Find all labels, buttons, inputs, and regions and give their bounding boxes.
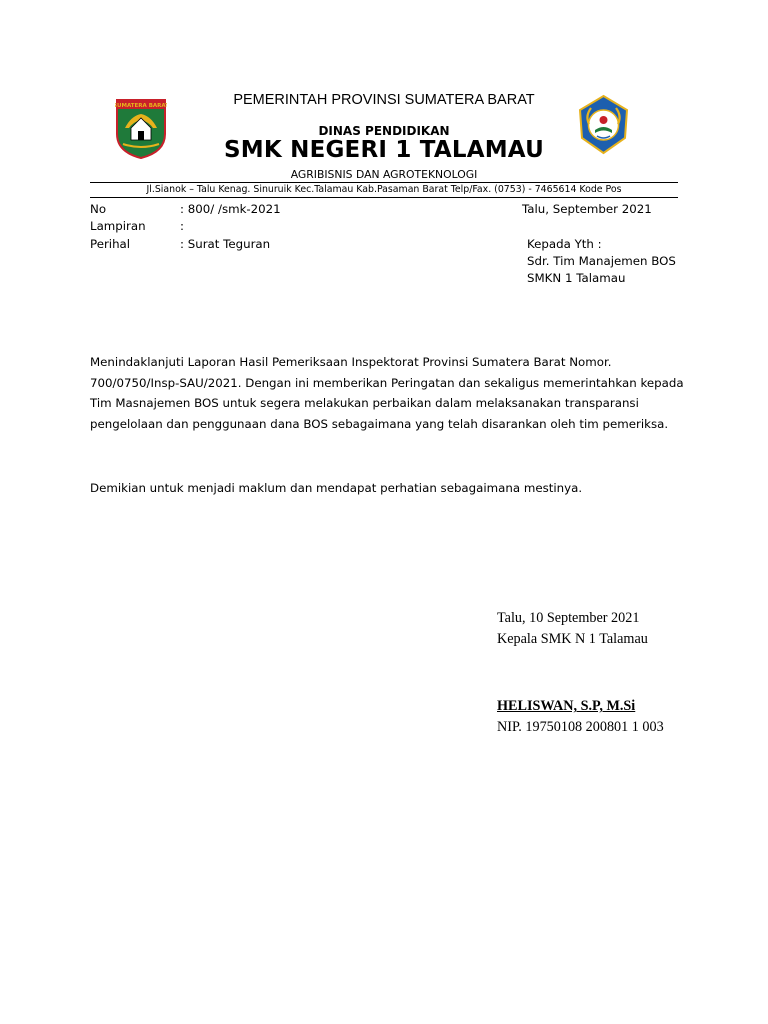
reference-no-label: No <box>90 202 107 216</box>
letterhead-bottom-rule <box>90 197 678 198</box>
reference-lampiran-label: Lampiran <box>90 219 146 233</box>
letterhead-top-rule <box>90 182 678 183</box>
signature-name: HELISWAN, S.P, M.Si <box>497 698 636 714</box>
body-line: 700/0750/Insp-SAU/2021. Dengan ini memberikan Peringatan dan sekaligus memerintahkan kepada <box>90 375 684 390</box>
letter-place-date: Talu, September 2021 <box>522 202 652 216</box>
signature-position: Kepala SMK N 1 Talamau <box>497 631 648 647</box>
reference-perihal-label: Perihal <box>90 237 131 251</box>
body-line: Tim Masnajemen BOS untuk segera melakukan perbaikan dalam melaksanakan transparansi <box>90 396 639 410</box>
letterhead-school-name: SMK NEGERI 1 TALAMAU <box>224 137 544 163</box>
body-line: pengelolaan dan penggunaan dana BOS sebagaimana yang telah disarankan oleh tim pemeriksa. <box>90 416 669 431</box>
letterhead-address: Jl.Sianok – Talu Kenag. Sinuruik Kec.Talamau Kab.Pasaman Barat Telp/Fax. (0753) - 7465614 Kode Pos <box>146 184 622 195</box>
recipient-salutation: Kepada Yth : <box>527 237 602 251</box>
signature-nip: NIP. 19750108 200801 1 003 <box>497 719 664 735</box>
recipient-name: Sdr. Tim Manajemen BOS <box>527 254 676 268</box>
reference-lampiran-value: : <box>180 219 184 233</box>
body-paragraph-2: Demikian untuk menjadi maklum dan mendapat perhatian sebagaimana mestinya. <box>90 481 583 495</box>
province-logo-text: SUMATERA BARAT <box>115 103 167 109</box>
body-paragraph-1 <box>90 352 684 434</box>
recipient-institution: SMKN 1 Talamau <box>527 271 626 285</box>
reference-perihal-value: : Surat Teguran <box>180 237 271 251</box>
letterhead-government: PEMERINTAH PROVINSI SUMATERA BARAT <box>233 92 535 108</box>
body-line: Menindaklanjuti Laporan Hasil Pemeriksaan Inspektorat Provinsi Sumatera Barat Nomor. <box>90 355 612 369</box>
letterhead-department: AGRIBISNIS DAN AGROTEKNOLOGI <box>290 168 478 181</box>
reference-no-value: : 800/ /smk-2021 <box>180 202 281 216</box>
letterhead-agency: DINAS PENDIDIKAN <box>318 124 450 138</box>
signature-place-date: Talu, 10 September 2021 <box>497 610 640 626</box>
